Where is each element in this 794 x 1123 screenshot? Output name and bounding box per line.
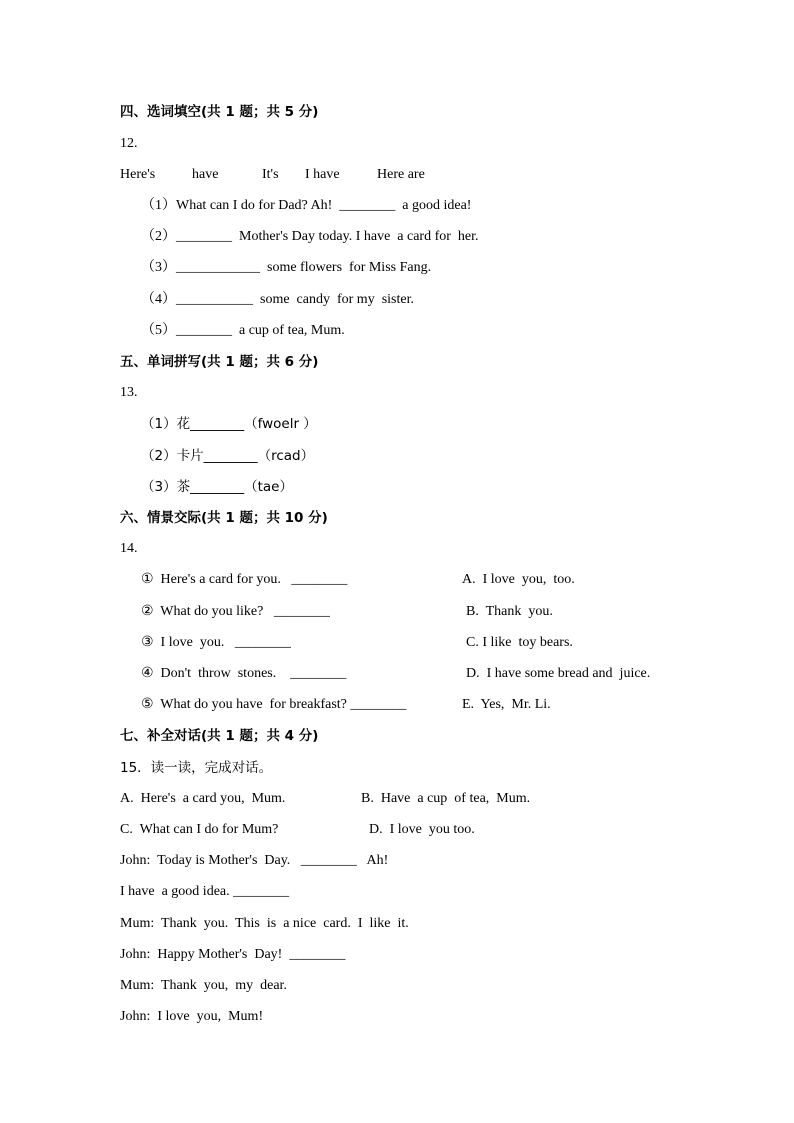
word-bank-item: I have — [305, 167, 340, 182]
match-question: ① Here's a card for you. ________ — [141, 572, 348, 587]
dialog-line: I have a good idea. ________ — [120, 884, 290, 899]
dialog-line: Mum: Thank you, my dear. — [120, 978, 287, 993]
spelling-item: （2）卡片________（rcad） — [141, 448, 315, 464]
word-bank-item: Here's — [120, 167, 156, 182]
question-number-14: 14. — [120, 541, 138, 556]
question-number-15: 15．读一读，完成对话。 — [120, 760, 273, 776]
match-question: ④ Don't throw stones. ________ — [141, 666, 347, 681]
dialog-line: John: Happy Mother's Day! ________ — [120, 947, 346, 962]
dialog-line: John: I love you, Mum! — [120, 1009, 264, 1024]
dialog-option-d: D. I love you too. — [369, 822, 475, 837]
word-bank-item: It's — [262, 167, 279, 182]
match-answer: E. Yes, Mr. Li. — [462, 697, 551, 712]
word-bank-item: have — [192, 167, 219, 182]
word-bank-item: Here are — [377, 167, 425, 182]
match-question: ③ I love you. ________ — [141, 635, 291, 650]
section-heading-4: 四、选词填空(共 1 题；共 5 分) — [120, 104, 319, 120]
section-heading-7: 七、补全对话(共 1 题；共 4 分) — [120, 728, 319, 744]
spelling-item: （3）茶________（tae） — [141, 479, 293, 495]
dialog-option-c: C. What can I do for Mum? — [120, 822, 279, 837]
fill-blank-item: （4）___________ some candy for my sister. — [141, 292, 414, 307]
fill-blank-item: （5）________ a cup of tea, Mum. — [141, 323, 345, 338]
fill-blank-item: （3）____________ some flowers for Miss Fang. — [141, 260, 432, 275]
match-answer: D. I have some bread and juice. — [466, 666, 651, 681]
fill-blank-item: （2）________ Mother's Day today. I have a card for her. — [141, 229, 479, 244]
match-answer: C. I like toy bears. — [466, 635, 573, 650]
dialog-line: Mum: Thank you. This is a nice card. I like it. — [120, 916, 409, 931]
match-answer: B. Thank you. — [466, 604, 553, 619]
question-number-12: 12. — [120, 136, 138, 151]
dialog-option-b: B. Have a cup of tea, Mum. — [361, 791, 531, 806]
fill-blank-item: （1）What can I do for Dad? Ah! ________ a good idea! — [141, 198, 472, 213]
section-heading-6: 六、情景交际(共 1 题；共 10 分) — [120, 510, 328, 526]
question-number-13: 13. — [120, 385, 138, 400]
match-answer: A. I love you, too. — [462, 572, 575, 587]
dialog-option-a: A. Here's a card you, Mum. — [120, 791, 286, 806]
dialog-line: John: Today is Mother's Day. ________ Ah! — [120, 853, 389, 868]
section-heading-5: 五、单词拼写(共 1 题；共 6 分) — [120, 354, 319, 370]
spelling-item: （1）花________（fwoelr ） — [141, 416, 317, 432]
match-question: ⑤ What do you have for breakfast? ________ — [141, 697, 407, 712]
match-question: ② What do you like? ________ — [141, 604, 330, 619]
